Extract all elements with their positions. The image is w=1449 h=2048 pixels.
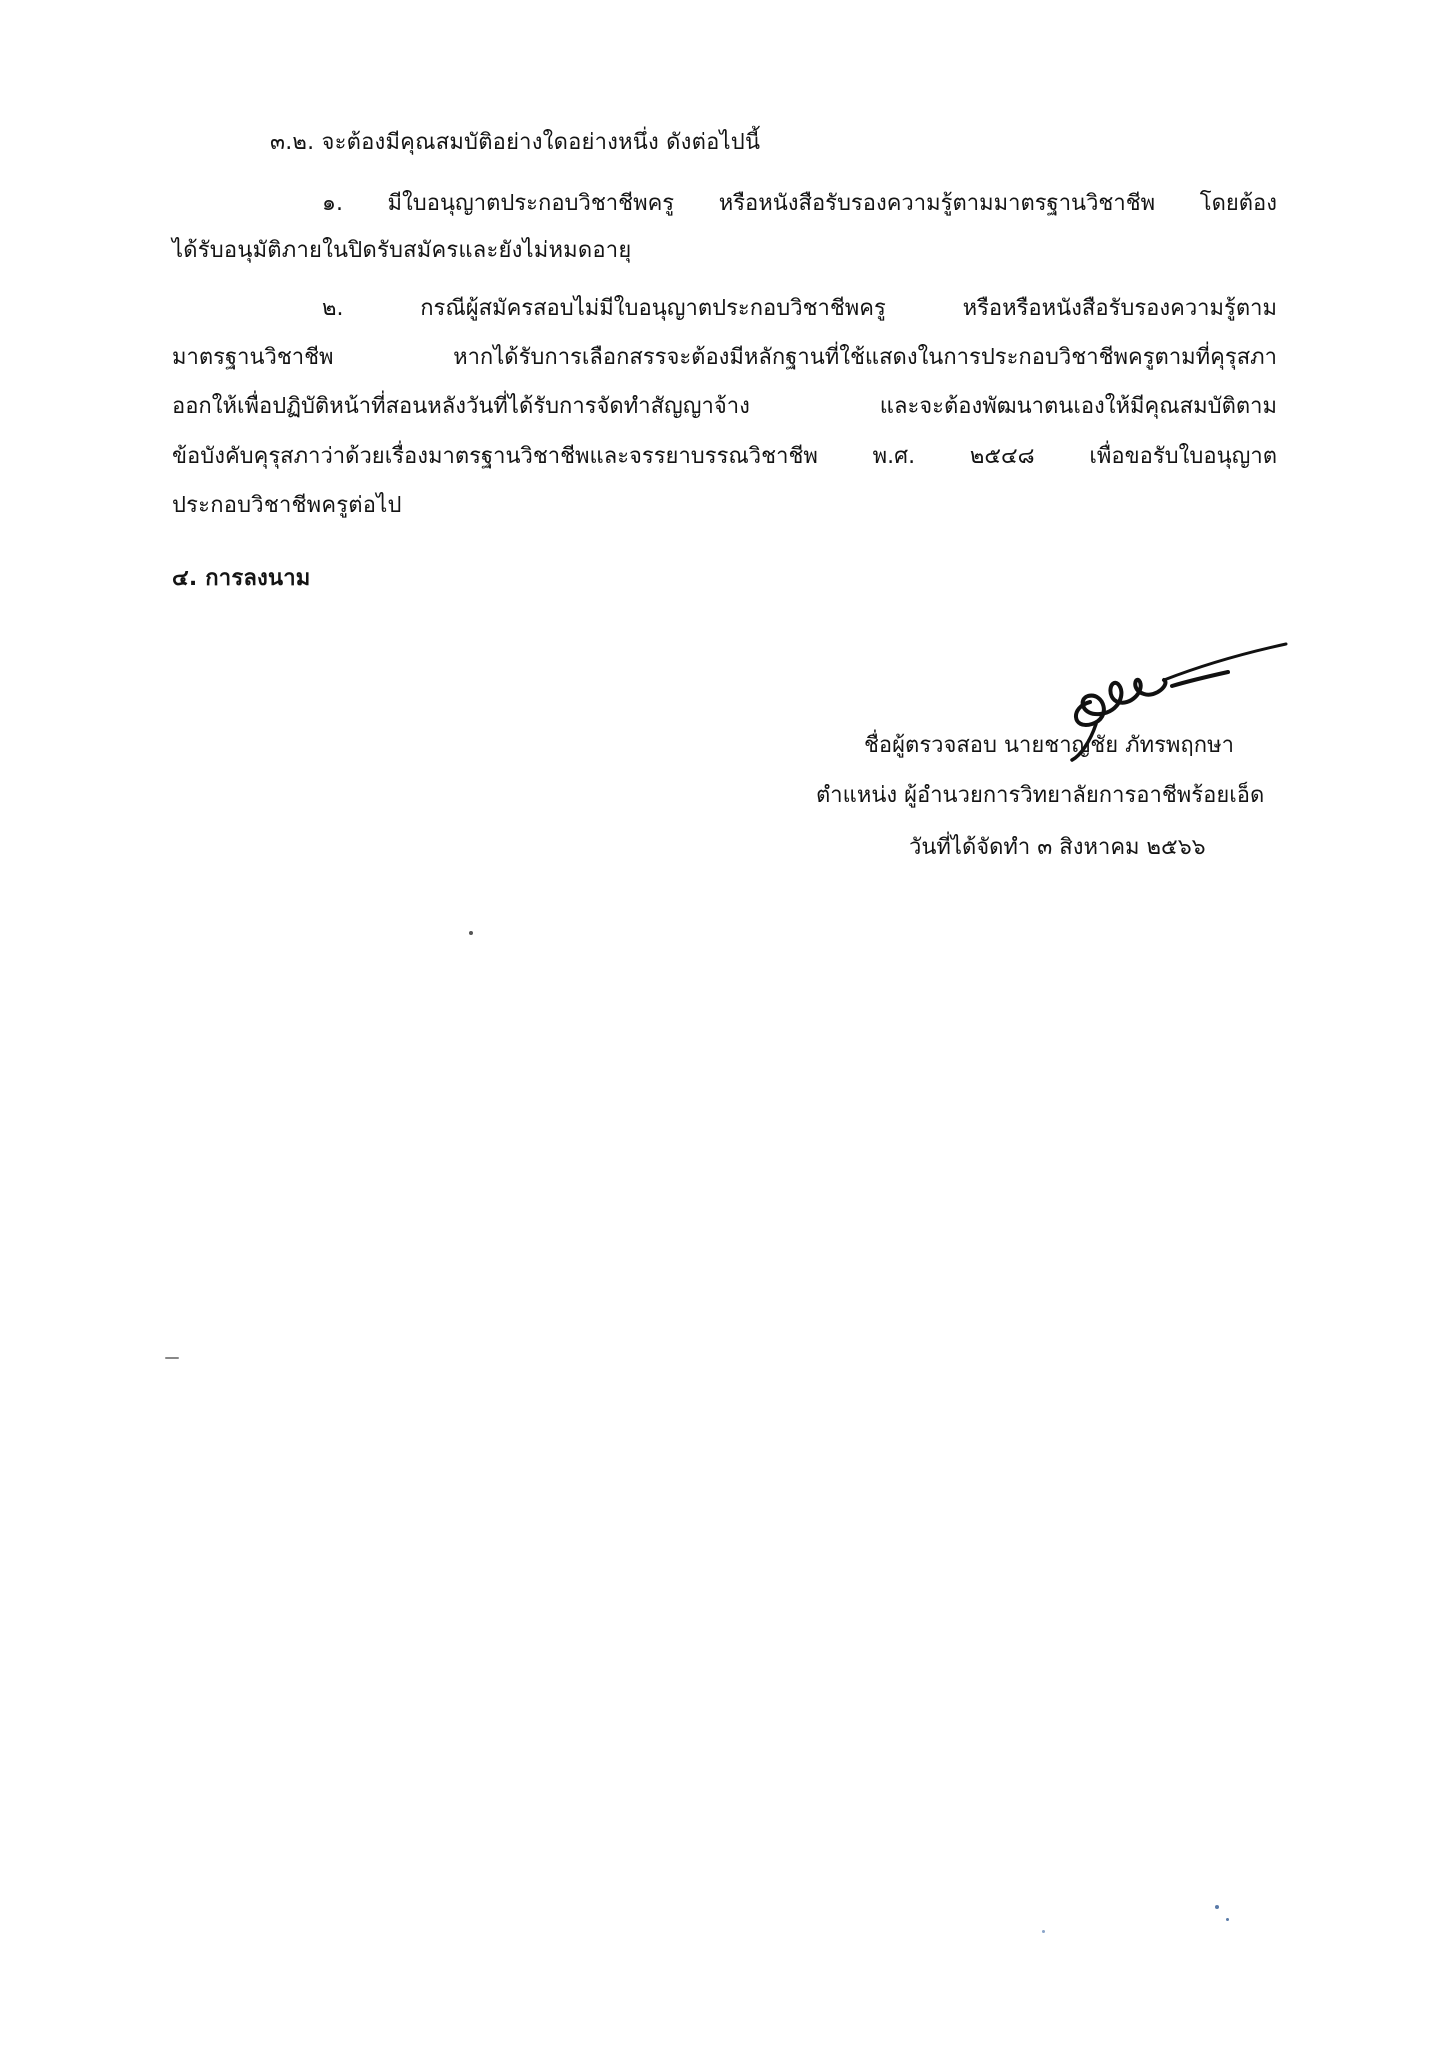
scan-speck bbox=[1226, 1918, 1229, 1921]
item-2-line-3: ออกให้เพื่อปฏิบัติหน้าที่สอนหลังวันที่ได้รับการจัดทำสัญญาจ้าง และจะต้องพัฒนาตนเองให้มีคุณสมบัติตาม bbox=[172, 394, 1277, 419]
scan-speck bbox=[1042, 1930, 1045, 1933]
section-3-2-heading: ๓.๒. จะต้องมีคุณสมบัติอย่างใดอย่างหนึ่ง ดังต่อไปนี้ bbox=[270, 130, 761, 155]
item-1-line-1: ๑. มีใบอนุญาตประกอบวิชาชีพครู หรือหนังสือรับรองความรู้ตามมาตรฐานวิชาชีพ โดยต้อง bbox=[322, 191, 1277, 216]
scan-mark bbox=[165, 1357, 179, 1359]
item-2-line-4: ข้อบังคับคุรุสภาว่าด้วยเรื่องมาตรฐานวิชาชีพและจรรยาบรรณวิชาชีพ พ.ศ. ๒๕๔๘ เพื่อขอรับใบอนุญาต bbox=[172, 444, 1277, 469]
item-2-line-2: มาตรฐานวิชาชีพ หากได้รับการเลือกสรรจะต้องมีหลักฐานที่ใช้แสดงในการประกอบวิชาชีพครูตามที่คุรุสภา bbox=[172, 345, 1277, 370]
inspector-name: ชื่อผู้ตรวจสอบ นายชาญชัย ภัทรพฤกษา bbox=[864, 733, 1234, 758]
inspector-position: ตำแหน่ง ผู้อำนวยการวิทยาลัยการอาชีพร้อยเอ็ด bbox=[816, 783, 1265, 808]
item-2-line-5: ประกอบวิชาชีพครูต่อไป bbox=[172, 493, 402, 518]
item-2-line-1: ๒. กรณีผู้สมัครสอบไม่มีใบอนุญาตประกอบวิชาชีพครู หรือหรือหนังสือรับรองความรู้ตาม bbox=[322, 296, 1277, 321]
scan-speck bbox=[469, 931, 473, 935]
scan-speck bbox=[1215, 1905, 1219, 1909]
item-1-line-2: ได้รับอนุมัติภายในปิดรับสมัครและยังไม่หมดอายุ bbox=[172, 238, 632, 263]
section-4-heading: ๔. การลงนาม bbox=[172, 566, 311, 591]
document-date: วันที่ได้จัดทำ ๓ สิงหาคม ๒๕๖๖ bbox=[909, 835, 1206, 860]
